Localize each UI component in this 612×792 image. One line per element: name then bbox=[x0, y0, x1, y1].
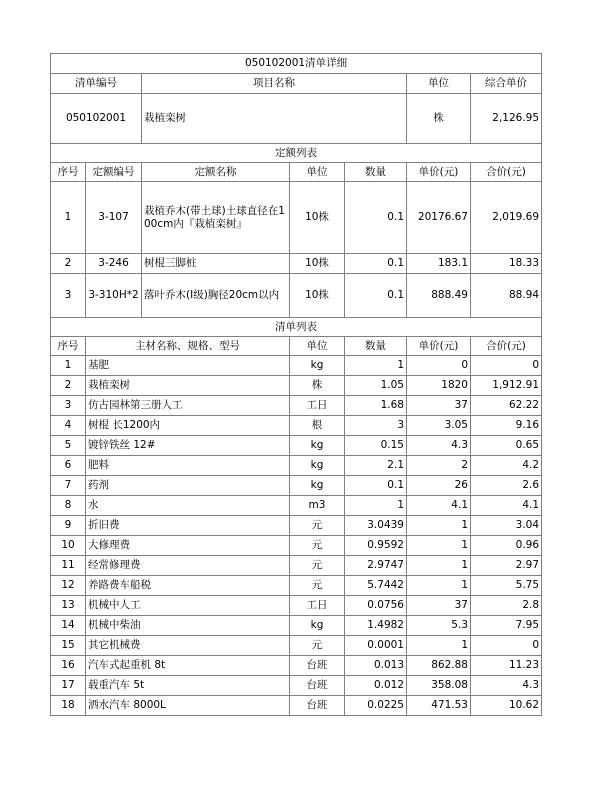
quota-qty: 0.1 bbox=[345, 274, 407, 318]
quota-code: 3-246 bbox=[86, 254, 142, 274]
material-qty: 1.4982 bbox=[345, 616, 407, 636]
material-name: 载重汽车 5t bbox=[86, 676, 290, 696]
quota-col-price: 单价(元) bbox=[407, 163, 471, 182]
materials-col-price: 单价(元) bbox=[407, 337, 471, 356]
material-qty: 2.1 bbox=[345, 456, 407, 476]
material-no: 1 bbox=[51, 356, 86, 376]
material-price: 862.88 bbox=[407, 656, 471, 676]
material-price: 5.3 bbox=[407, 616, 471, 636]
material-price: 3.05 bbox=[407, 416, 471, 436]
material-total: 9.16 bbox=[471, 416, 542, 436]
material-qty: 5.7442 bbox=[345, 576, 407, 596]
material-qty: 1 bbox=[345, 356, 407, 376]
material-unit: kg bbox=[290, 616, 345, 636]
quota-row bbox=[51, 254, 542, 274]
material-name: 机械中柴油 bbox=[86, 616, 290, 636]
item-name: 栽植栾树 bbox=[142, 94, 407, 144]
materials-col-qty: 数量 bbox=[345, 337, 407, 356]
material-total: 4.2 bbox=[471, 456, 542, 476]
material-total: 4.3 bbox=[471, 676, 542, 696]
material-row bbox=[51, 456, 542, 476]
material-name: 大修理费 bbox=[86, 536, 290, 556]
material-row bbox=[51, 556, 542, 576]
material-qty: 0.0225 bbox=[345, 696, 407, 716]
material-no: 3 bbox=[51, 396, 86, 416]
material-unit: 株 bbox=[290, 376, 345, 396]
material-row bbox=[51, 476, 542, 496]
material-unit: 元 bbox=[290, 556, 345, 576]
material-row bbox=[51, 356, 542, 376]
material-no: 18 bbox=[51, 696, 86, 716]
material-no: 4 bbox=[51, 416, 86, 436]
material-price: 358.08 bbox=[407, 676, 471, 696]
quota-col-unit: 单位 bbox=[290, 163, 345, 182]
material-price: 1 bbox=[407, 576, 471, 596]
material-price: 1820 bbox=[407, 376, 471, 396]
material-unit: 元 bbox=[290, 636, 345, 656]
material-qty: 1.05 bbox=[345, 376, 407, 396]
material-price: 1 bbox=[407, 536, 471, 556]
material-no: 15 bbox=[51, 636, 86, 656]
material-row bbox=[51, 616, 542, 636]
material-total: 2.97 bbox=[471, 556, 542, 576]
material-unit: 元 bbox=[290, 536, 345, 556]
item-code: 050102001 bbox=[51, 94, 142, 144]
materials-col-name: 主材名称、规格、型号 bbox=[86, 337, 290, 356]
material-total: 4.1 bbox=[471, 496, 542, 516]
material-no: 6 bbox=[51, 456, 86, 476]
material-row bbox=[51, 576, 542, 596]
material-unit: m3 bbox=[290, 496, 345, 516]
material-unit: 元 bbox=[290, 576, 345, 596]
material-qty: 1.68 bbox=[345, 396, 407, 416]
materials-col-total: 合价(元) bbox=[471, 337, 542, 356]
bill-detail-table bbox=[50, 53, 542, 716]
material-total: 2.6 bbox=[471, 476, 542, 496]
material-unit: kg bbox=[290, 476, 345, 496]
material-no: 5 bbox=[51, 436, 86, 456]
quota-col-qty: 数量 bbox=[345, 163, 407, 182]
material-no: 10 bbox=[51, 536, 86, 556]
material-name: 机械中人工 bbox=[86, 596, 290, 616]
quota-total: 18.33 bbox=[471, 254, 542, 274]
quota-unit: 10株 bbox=[290, 254, 345, 274]
material-no: 16 bbox=[51, 656, 86, 676]
material-name: 其它机械费 bbox=[86, 636, 290, 656]
quota-row bbox=[51, 182, 542, 254]
material-qty: 0.0756 bbox=[345, 596, 407, 616]
material-unit: kg bbox=[290, 436, 345, 456]
material-row bbox=[51, 436, 542, 456]
material-price: 4.1 bbox=[407, 496, 471, 516]
material-row bbox=[51, 416, 542, 436]
material-unit: kg bbox=[290, 356, 345, 376]
header-price: 综合单价 bbox=[471, 74, 542, 94]
header-unit: 单位 bbox=[407, 74, 471, 94]
material-qty: 0.1 bbox=[345, 476, 407, 496]
material-name: 汽车式起重机 8t bbox=[86, 656, 290, 676]
material-unit: 元 bbox=[290, 516, 345, 536]
material-unit: 台班 bbox=[290, 656, 345, 676]
material-no: 14 bbox=[51, 616, 86, 636]
material-row bbox=[51, 396, 542, 416]
material-name: 药剂 bbox=[86, 476, 290, 496]
material-qty: 3 bbox=[345, 416, 407, 436]
material-price: 471.53 bbox=[407, 696, 471, 716]
quota-no: 2 bbox=[51, 254, 86, 274]
material-no: 12 bbox=[51, 576, 86, 596]
material-row bbox=[51, 636, 542, 656]
material-no: 17 bbox=[51, 676, 86, 696]
item-price: 2,126.95 bbox=[471, 94, 542, 144]
quota-qty: 0.1 bbox=[345, 182, 407, 254]
material-row bbox=[51, 596, 542, 616]
material-total: 62.22 bbox=[471, 396, 542, 416]
quota-price: 888.49 bbox=[407, 274, 471, 318]
material-total: 2.8 bbox=[471, 596, 542, 616]
quota-total: 2,019.69 bbox=[471, 182, 542, 254]
material-name: 树棍 长1200内 bbox=[86, 416, 290, 436]
material-name: 仿古园林第三册人工 bbox=[86, 396, 290, 416]
material-price: 1 bbox=[407, 516, 471, 536]
material-total: 10.62 bbox=[471, 696, 542, 716]
material-qty: 0.15 bbox=[345, 436, 407, 456]
material-no: 9 bbox=[51, 516, 86, 536]
material-row bbox=[51, 496, 542, 516]
material-name: 养路费车船税 bbox=[86, 576, 290, 596]
quota-section-title: 定额列表 bbox=[51, 144, 542, 163]
material-price: 1 bbox=[407, 556, 471, 576]
material-name: 洒水汽车 8000L bbox=[86, 696, 290, 716]
quota-col-total: 合价(元) bbox=[471, 163, 542, 182]
header-code: 清单编号 bbox=[51, 74, 142, 94]
quota-price: 183.1 bbox=[407, 254, 471, 274]
material-price: 2 bbox=[407, 456, 471, 476]
materials-header-row bbox=[51, 337, 542, 356]
quota-qty: 0.1 bbox=[345, 254, 407, 274]
material-name: 经常修理费 bbox=[86, 556, 290, 576]
material-total: 5.75 bbox=[471, 576, 542, 596]
material-name: 镀锌铁丝 12# bbox=[86, 436, 290, 456]
quota-col-name: 定额名称 bbox=[142, 163, 290, 182]
material-total: 0.96 bbox=[471, 536, 542, 556]
material-qty: 0.012 bbox=[345, 676, 407, 696]
material-unit: kg bbox=[290, 456, 345, 476]
material-row bbox=[51, 376, 542, 396]
quota-name: 落叶乔木(I级)胸径20cm以内 bbox=[142, 274, 290, 318]
quota-unit: 10株 bbox=[290, 182, 345, 254]
material-price: 37 bbox=[407, 596, 471, 616]
quota-code: 3-310H*2 bbox=[86, 274, 142, 318]
material-row bbox=[51, 516, 542, 536]
material-no: 2 bbox=[51, 376, 86, 396]
header-name: 项目名称 bbox=[142, 74, 407, 94]
material-qty: 0.013 bbox=[345, 656, 407, 676]
material-price: 0 bbox=[407, 356, 471, 376]
quota-col-code: 定额编号 bbox=[86, 163, 142, 182]
material-no: 13 bbox=[51, 596, 86, 616]
materials-section-title: 清单列表 bbox=[51, 318, 542, 337]
material-no: 7 bbox=[51, 476, 86, 496]
material-qty: 2.9747 bbox=[345, 556, 407, 576]
material-total: 1,912.91 bbox=[471, 376, 542, 396]
quota-name: 树棍三脚桩 bbox=[142, 254, 290, 274]
table-title: 050102001清单详细 bbox=[51, 54, 542, 74]
material-qty: 3.0439 bbox=[345, 516, 407, 536]
quota-total: 88.94 bbox=[471, 274, 542, 318]
material-name: 栽植栾树 bbox=[86, 376, 290, 396]
material-total: 11.23 bbox=[471, 656, 542, 676]
material-name: 肥料 bbox=[86, 456, 290, 476]
material-unit: 工日 bbox=[290, 396, 345, 416]
material-unit: 台班 bbox=[290, 676, 345, 696]
quota-unit: 10株 bbox=[290, 274, 345, 318]
material-no: 11 bbox=[51, 556, 86, 576]
material-price: 26 bbox=[407, 476, 471, 496]
material-row bbox=[51, 656, 542, 676]
material-total: 0 bbox=[471, 636, 542, 656]
material-row bbox=[51, 676, 542, 696]
quota-code: 3-107 bbox=[86, 182, 142, 254]
item-unit: 株 bbox=[407, 94, 471, 144]
material-name: 水 bbox=[86, 496, 290, 516]
quota-price: 20176.67 bbox=[407, 182, 471, 254]
material-name: 折旧费 bbox=[86, 516, 290, 536]
quota-col-no: 序号 bbox=[51, 163, 86, 182]
material-name: 基肥 bbox=[86, 356, 290, 376]
material-total: 7.95 bbox=[471, 616, 542, 636]
quota-no: 1 bbox=[51, 182, 86, 254]
material-unit: 根 bbox=[290, 416, 345, 436]
materials-col-unit: 单位 bbox=[290, 337, 345, 356]
materials-col-no: 序号 bbox=[51, 337, 86, 356]
material-qty: 1 bbox=[345, 496, 407, 516]
material-total: 3.04 bbox=[471, 516, 542, 536]
material-qty: 0.9592 bbox=[345, 536, 407, 556]
material-total: 0 bbox=[471, 356, 542, 376]
material-unit: 工日 bbox=[290, 596, 345, 616]
material-price: 37 bbox=[407, 396, 471, 416]
quota-row bbox=[51, 274, 542, 318]
quota-name: 栽植乔木(带土球)土球直径在100cm内『栽植栾树』 bbox=[142, 182, 290, 254]
material-total: 0.65 bbox=[471, 436, 542, 456]
material-no: 8 bbox=[51, 496, 86, 516]
material-row bbox=[51, 696, 542, 716]
materials-list bbox=[51, 356, 542, 716]
material-row bbox=[51, 536, 542, 556]
quota-no: 3 bbox=[51, 274, 86, 318]
material-price: 1 bbox=[407, 636, 471, 656]
material-price: 4.3 bbox=[407, 436, 471, 456]
quota-header-row bbox=[51, 163, 542, 182]
material-unit: 台班 bbox=[290, 696, 345, 716]
material-qty: 0.0001 bbox=[345, 636, 407, 656]
